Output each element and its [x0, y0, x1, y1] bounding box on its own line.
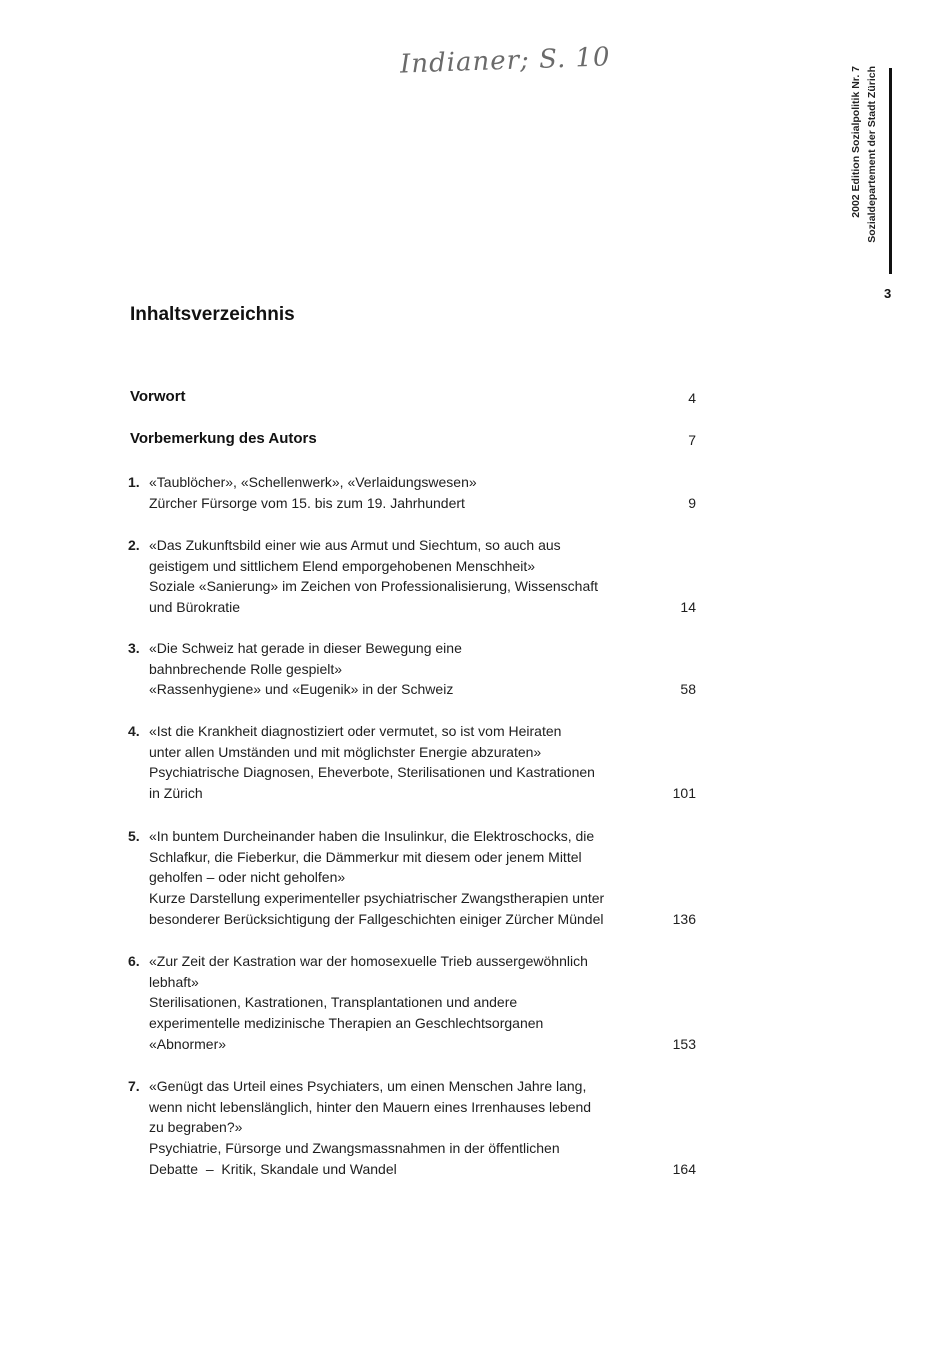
chapter-page: 164 — [672, 1160, 696, 1177]
chapter-title-line: lebhaft» — [149, 973, 199, 990]
chapter-page: 14 — [680, 599, 696, 616]
chapter-title-line: «Das Zukunftsbild einer wie aus Armut und Siechtum, so auch aus — [149, 537, 561, 553]
chapter-title-line: «Taublöcher», «Schellenwerk», «Verlaidungswesen» — [149, 474, 477, 490]
chapter-title-line: Psychiatrie, Fürsorge und Zwangsmassnahmen in der öffentlichen — [149, 1140, 560, 1157]
chapter-title-line: «Zur Zeit der Kastration war der homosexuelle Trieb aussergewöhnlich — [149, 953, 588, 969]
chapter-title-line: «Abnormer» — [149, 1035, 227, 1052]
toc-chapter-entry — [130, 951, 696, 1055]
chapter-title-line: experimentelle medizinische Therapien an Geschlechtsorganen — [149, 1015, 544, 1032]
sidebar-rule — [889, 68, 892, 274]
page-number: 3 — [884, 286, 892, 301]
chapter-title-line: «In buntem Durcheinander haben die Insulinkur, die Elektroschocks, die — [149, 828, 595, 844]
chapter-title-line: in Zürich — [149, 785, 203, 802]
toc-entry-vorbemerkung — [130, 430, 696, 447]
chapter-title-line: geholfen – oder nicht geholfen» — [149, 869, 346, 886]
chapter-page: 153 — [672, 1035, 696, 1052]
toc-entry-label: Vorbemerkung des Autors — [130, 430, 317, 447]
chapter-number: 3. — [128, 640, 140, 656]
series-title: 2002 Edition Sozialpolitik Nr. 7 — [850, 66, 862, 218]
chapter-title-line: «Genügt das Urteil eines Psychiaters, um einen Menschen Jahre lang, — [149, 1078, 587, 1094]
chapter-number: 1. — [128, 474, 140, 490]
chapter-page: 58 — [680, 681, 696, 698]
chapter-page: 101 — [672, 785, 696, 802]
chapter-title-line: wenn nicht lebenslänglich, hinter den Mauern eines Irrenhauses lebend — [149, 1098, 592, 1115]
chapter-title-line: Psychiatrische Diagnosen, Eheverbote, Sterilisationen und Kastrationen — [149, 764, 595, 781]
chapter-title-line: «Die Schweiz hat gerade in dieser Bewegung eine — [149, 640, 462, 656]
chapter-title-line: unter allen Umständen und mit möglichster Energie abzuraten» — [149, 743, 542, 760]
chapter-number: 5. — [128, 828, 140, 844]
toc-entry-vorwort — [130, 388, 696, 405]
chapter-title-line: Sterilisationen, Kastrationen, Transplantationen und andere — [149, 994, 518, 1011]
chapter-title-line: und Bürokratie — [149, 599, 241, 616]
toc-chapter-entry — [130, 638, 696, 700]
page-title: Inhaltsverzeichnis — [130, 304, 295, 325]
chapter-title-line: Debatte – Kritik, Skandale und Wandel — [149, 1160, 397, 1177]
toc-chapter-entry — [130, 721, 696, 804]
handwritten-note: Indianer; S. 10 — [399, 42, 612, 80]
publisher: Sozialdepartement der Stadt Zürich — [866, 66, 878, 243]
toc-chapter-entry — [130, 472, 696, 513]
chapter-title-line: Kurze Darstellung experimenteller psychiatrischer Zwangstherapien unter — [149, 890, 605, 907]
chapter-number: 2. — [128, 537, 140, 553]
chapter-title-line: Schlafkur, die Fieberkur, die Dämmerkur mit diesem oder jenem Mittel — [149, 848, 582, 865]
toc-chapter-entry — [130, 826, 696, 930]
chapter-title-line: geistigem und sittlichem Elend emporgehobenen Menschheit» — [149, 557, 536, 574]
chapter-page: 136 — [672, 910, 696, 927]
chapter-title-line: Soziale «Sanierung» im Zeichen von Professionalisierung, Wissenschaft — [149, 578, 599, 595]
chapter-number: 4. — [128, 723, 140, 739]
toc-entry-label: Vorwort — [130, 388, 186, 405]
chapter-number: 7. — [128, 1078, 140, 1094]
toc-entry-page: 7 — [688, 432, 696, 448]
chapter-title-line: zu begraben?» — [149, 1119, 243, 1136]
chapter-title-line: besonderer Berücksichtigung der Fallgeschichten einiger Zürcher Mündel — [149, 910, 604, 927]
chapter-page: 9 — [688, 494, 696, 511]
toc-chapter-entry — [130, 535, 696, 618]
chapter-title-line: «Ist die Krankheit diagnostiziert oder vermutet, so ist vom Heiraten — [149, 723, 562, 739]
chapter-title-line: bahnbrechende Rolle gespielt» — [149, 660, 343, 677]
chapter-title-line: Zürcher Fürsorge vom 15. bis zum 19. Jahrhundert — [149, 494, 465, 511]
chapter-title-line: «Rassenhygiene» und «Eugenik» in der Schweiz — [149, 681, 454, 698]
toc-entry-page: 4 — [688, 390, 696, 406]
chapter-number: 6. — [128, 953, 140, 969]
toc-chapter-entry — [130, 1076, 696, 1180]
